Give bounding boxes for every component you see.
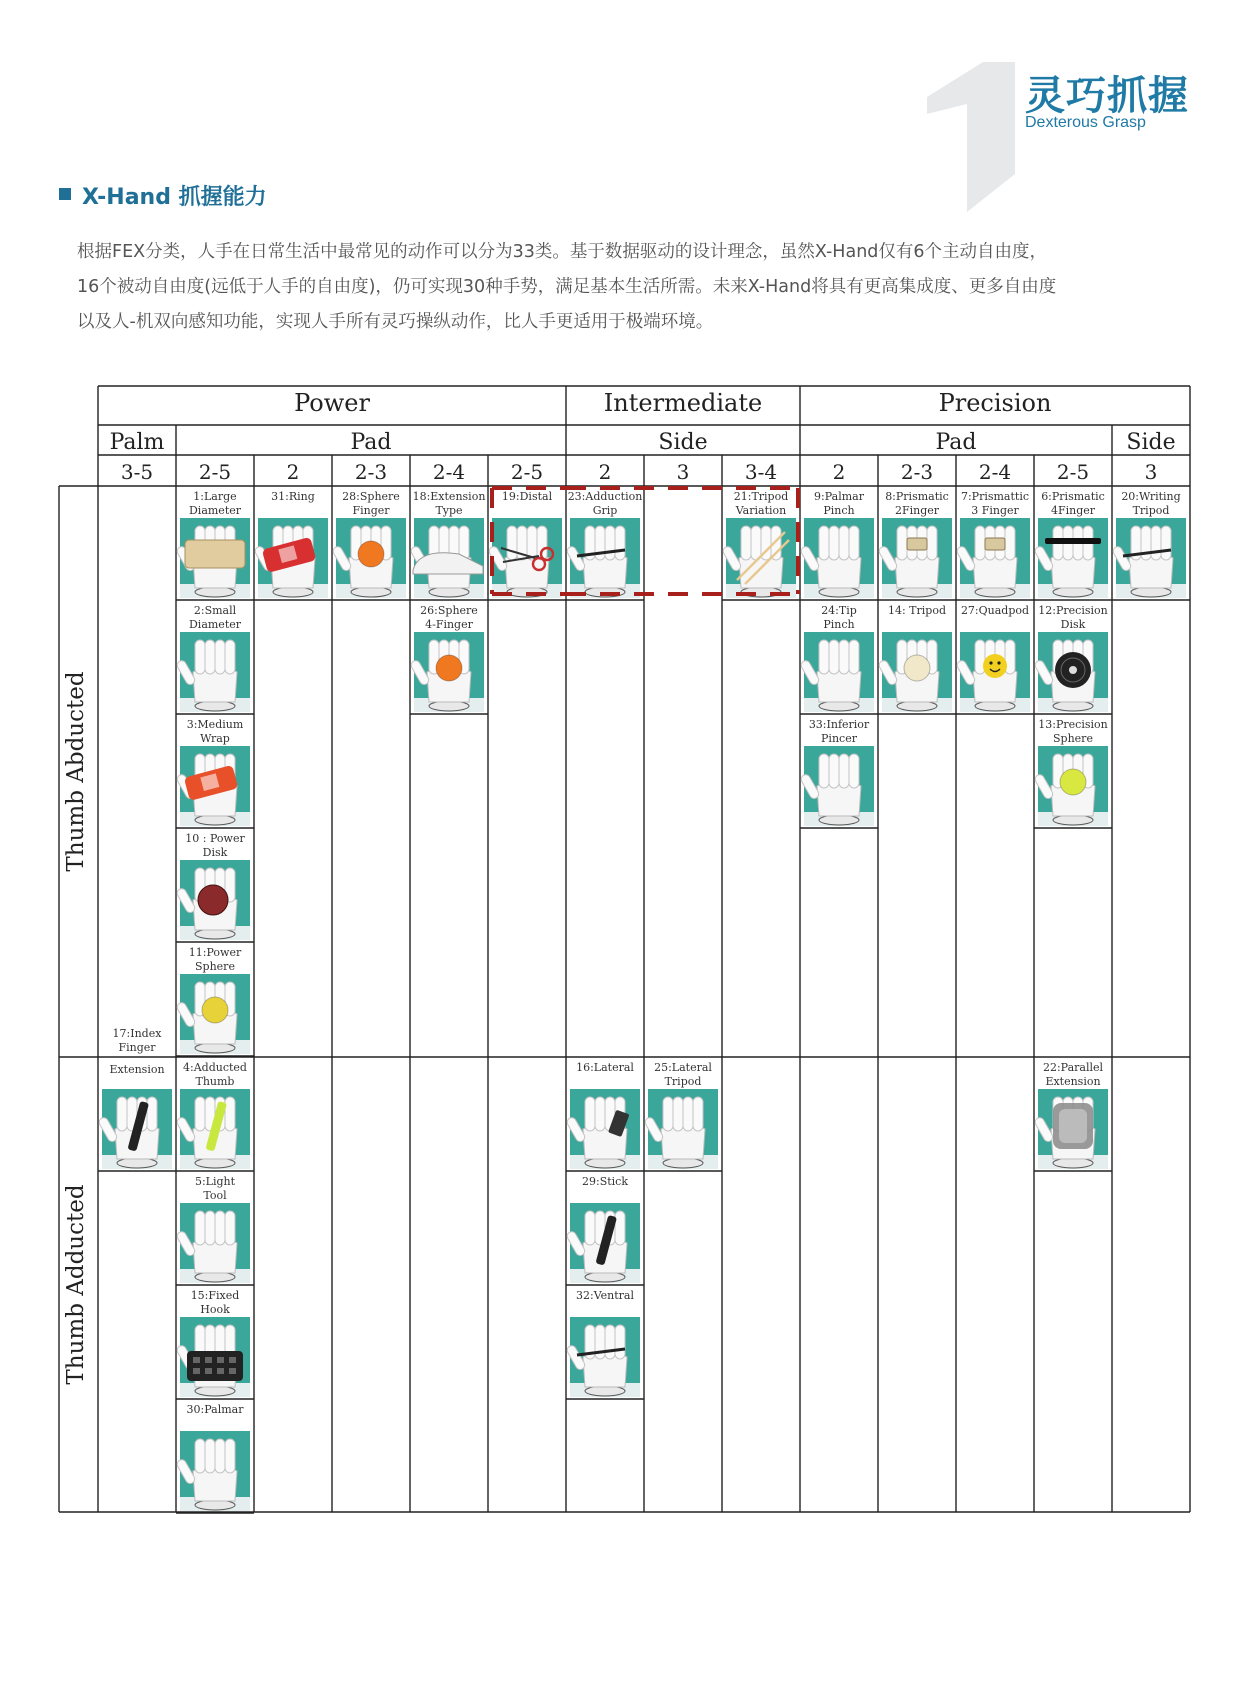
grasp-photo xyxy=(176,746,250,826)
grasp-label: 15:Fixed xyxy=(190,1289,240,1302)
grasp-cell xyxy=(1034,718,1108,826)
column-header: 2-5 xyxy=(510,460,544,484)
column-header: 2-3 xyxy=(900,460,934,484)
grasp-label: 6:Prismatic xyxy=(1041,490,1105,503)
grasp-cell xyxy=(566,1175,640,1283)
grasp-label: 3 Finger xyxy=(971,504,1019,517)
grasp-label: 4Finger xyxy=(1050,504,1096,517)
grasp-cell xyxy=(332,490,406,598)
grasp-label: 18:Extension xyxy=(412,490,486,503)
grasp-photo xyxy=(800,518,874,598)
grasp-cell xyxy=(176,604,250,712)
column-header: 2-5 xyxy=(1056,460,1090,484)
grasp-label: 14: Tripod xyxy=(887,604,947,617)
subgroup-header: Pad xyxy=(350,430,392,455)
grasp-cell xyxy=(176,718,250,826)
grasp-label: 19:Distal xyxy=(501,490,553,503)
grasp-photo xyxy=(566,1317,640,1397)
grasp-cell xyxy=(410,604,484,712)
grasp-label: Tool xyxy=(203,1189,227,1202)
grasp-label: 23:Adduction xyxy=(567,490,643,503)
grasp-label: Type xyxy=(435,504,463,517)
grasp-label: Diameter xyxy=(188,504,242,517)
grasp-label: Tripod xyxy=(664,1075,702,1088)
grasp-label: Finger xyxy=(352,504,390,517)
grasp-photo xyxy=(878,518,952,598)
grasp-cell xyxy=(176,1403,250,1511)
grasp-label: 3:Medium xyxy=(186,718,244,731)
grasp-label: 4:Adducted xyxy=(183,1061,247,1074)
grasp-label: 2:Small xyxy=(193,604,237,617)
chapter-title-cn: 灵巧抓握 xyxy=(1025,73,1189,119)
grasp-cell xyxy=(98,1063,172,1169)
grasp-label: Thumb xyxy=(195,1075,235,1088)
row-label-thumb-adducted: Thumb Adducted xyxy=(63,1184,89,1385)
grasp-cell xyxy=(566,490,643,598)
grasp-label: 30:Palmar xyxy=(186,1403,244,1416)
grasp-photo xyxy=(176,1317,250,1397)
grasp-label: 7:Prismattic xyxy=(960,490,1030,503)
grasp-label: 20:Writing xyxy=(1121,490,1181,503)
grasp-photo xyxy=(722,518,796,598)
grasp-label: Disk xyxy=(202,846,228,859)
grasp-label: 33:Inferior xyxy=(808,718,870,731)
grasp-label: Wrap xyxy=(200,732,230,745)
grasp-cell xyxy=(176,490,250,598)
grasp-photo xyxy=(566,1203,640,1283)
grasp-photo xyxy=(98,1089,172,1169)
column-header: 2-5 xyxy=(198,460,232,484)
column-header: 3 xyxy=(676,460,690,484)
grasp-label: 13:Precision xyxy=(1038,718,1108,731)
grasp-photo xyxy=(410,518,484,598)
row-label-thumb-abducted: Thumb Abducted xyxy=(63,671,89,872)
grasp-label: 29:Stick xyxy=(581,1175,629,1188)
grasp-label: 8:Prismatic xyxy=(885,490,949,503)
grasp-label: Pincer xyxy=(821,732,857,745)
grasp-photo xyxy=(176,1089,250,1169)
grasp-label: Diameter xyxy=(188,618,242,631)
grasp-cell xyxy=(644,1061,718,1169)
grasp-label: 25:Lateral xyxy=(654,1061,712,1074)
grasp-label: Grip xyxy=(592,504,618,517)
group-header: Intermediate xyxy=(603,389,763,417)
grasp-cell xyxy=(878,604,952,712)
grasp-label: 1:Large xyxy=(193,490,237,503)
grasp-photo xyxy=(1034,746,1108,826)
column-header: 2-4 xyxy=(432,460,466,484)
grasp-cell xyxy=(1112,490,1186,598)
column-header: 3 xyxy=(1144,460,1158,484)
grasp-label: Extension xyxy=(109,1063,165,1076)
grasp-cell xyxy=(878,490,952,598)
grasp-photo xyxy=(176,632,250,712)
grasp-cell xyxy=(956,604,1030,712)
grasp-cell xyxy=(956,490,1030,598)
grasp-photo xyxy=(1034,518,1108,598)
grasp-label: 10 : Power xyxy=(185,832,245,845)
grasp-label: Tripod xyxy=(1132,504,1170,517)
grasp-label: 12:Precision xyxy=(1038,604,1108,617)
column-header: 2 xyxy=(286,460,300,484)
grasp-label: 21:Tripod xyxy=(733,490,789,503)
grasp-label: 31:Ring xyxy=(271,490,315,503)
column-header: 2-3 xyxy=(354,460,388,484)
grasp-photo xyxy=(566,518,640,598)
column-header: 2 xyxy=(832,460,846,484)
grasp-photo xyxy=(176,974,250,1054)
grasp-label: 5:Light xyxy=(194,1175,236,1188)
grasp-cell xyxy=(176,1175,250,1283)
grasp-photo xyxy=(254,518,328,598)
grasp-label: Pinch xyxy=(823,504,855,517)
group-header: Precision xyxy=(938,389,1052,417)
grasp-label: Disk xyxy=(1060,618,1086,631)
subgroup-header: Side xyxy=(658,430,708,455)
section-title: X-Hand 抓握能力 xyxy=(82,185,267,210)
grasp-photo xyxy=(1034,1089,1108,1169)
grasp-label: Extension xyxy=(1045,1075,1101,1088)
column-header: 2-4 xyxy=(978,460,1012,484)
grasp-photo xyxy=(488,518,562,598)
grasp-label: 11:Power xyxy=(188,946,242,959)
grasp-photo xyxy=(956,632,1030,712)
subgroup-header: Side xyxy=(1126,430,1176,455)
grasp-cell xyxy=(1034,604,1108,712)
grasp-photo xyxy=(800,746,874,826)
subgroup-header: Pad xyxy=(935,430,977,455)
grasp-photo xyxy=(176,1431,250,1511)
grasp-cell xyxy=(176,1061,250,1169)
grasp-photo xyxy=(1034,632,1108,712)
grasp-photo xyxy=(956,518,1030,598)
grasp-photo xyxy=(800,632,874,712)
grasp-cell xyxy=(566,1061,640,1169)
grasp-label: 9:Palmar xyxy=(814,490,864,503)
grasp-label: Hook xyxy=(200,1303,230,1316)
grasp-photo xyxy=(878,632,952,712)
grasp-label: Variation xyxy=(735,504,787,517)
grasp-label: Pinch xyxy=(823,618,855,631)
column-header: 3-4 xyxy=(744,460,778,484)
grasp-label: Sphere xyxy=(1053,732,1093,745)
grasp-label: 24:Tip xyxy=(821,604,857,617)
grasp-cell xyxy=(800,718,874,826)
grasp-cell xyxy=(176,946,250,1054)
grasp-label: 4-Finger xyxy=(425,618,473,631)
grasp-photo xyxy=(176,518,250,598)
grasp-cell xyxy=(1034,490,1108,598)
grasp-label: 28:Sphere xyxy=(342,490,400,503)
grasp-cell xyxy=(176,1289,250,1397)
grasp-photo xyxy=(644,1089,718,1169)
grasp-cell xyxy=(254,490,328,598)
grasp-photo xyxy=(332,518,406,598)
chapter-title-en: Dexterous Grasp xyxy=(1025,114,1146,131)
subgroup-header: Palm xyxy=(109,430,165,455)
grasp-cell xyxy=(566,1289,640,1397)
grasp-label: Sphere xyxy=(195,960,235,973)
grasp-label: 17:Index xyxy=(112,1027,162,1040)
grasp-photo xyxy=(176,860,250,940)
intro-line: 以及人-机双向感知功能，实现人手所有灵巧操纵动作，比人手更适用于极端环境。 xyxy=(77,312,714,332)
group-header: Power xyxy=(294,389,370,417)
grasp-cell xyxy=(800,604,874,712)
grasp-photo xyxy=(566,1089,640,1169)
grasp-label: 16:Lateral xyxy=(576,1061,634,1074)
grasp-photo xyxy=(176,1203,250,1283)
grasp-cell xyxy=(176,832,250,940)
grasp-label: 2Finger xyxy=(894,504,940,517)
column-header: 2 xyxy=(598,460,612,484)
intro-line: 根据FEX分类，人手在日常生活中最常见的动作可以分为33类。基于数据驱动的设计理念，虽然X-Hand仅有6个主动自由度， xyxy=(77,242,1048,262)
grasp-label: 32:Ventral xyxy=(576,1289,634,1302)
column-header: 3-5 xyxy=(120,460,154,484)
grasp-label: 27:Quadpod xyxy=(960,604,1030,617)
intro-line: 16个被动自由度(远低于人手的自由度)，仍可实现30种手势，满足基本生活所需。未来X-Hand将具有更高集成度、更多自由度 xyxy=(77,277,1057,297)
grasp-cell xyxy=(410,490,486,598)
grasp-label: 22:Parallel xyxy=(1042,1061,1104,1074)
grasp-cell xyxy=(722,490,796,598)
grasp-photo xyxy=(410,632,484,712)
grasp-cell xyxy=(113,1027,163,1054)
grasp-cell xyxy=(800,490,874,598)
grasp-label: 26:Sphere xyxy=(420,604,478,617)
grasp-cell xyxy=(1034,1061,1108,1169)
grasp-photo xyxy=(1112,518,1186,598)
grasp-label: Finger xyxy=(118,1041,156,1054)
grasp-cell xyxy=(488,490,562,598)
